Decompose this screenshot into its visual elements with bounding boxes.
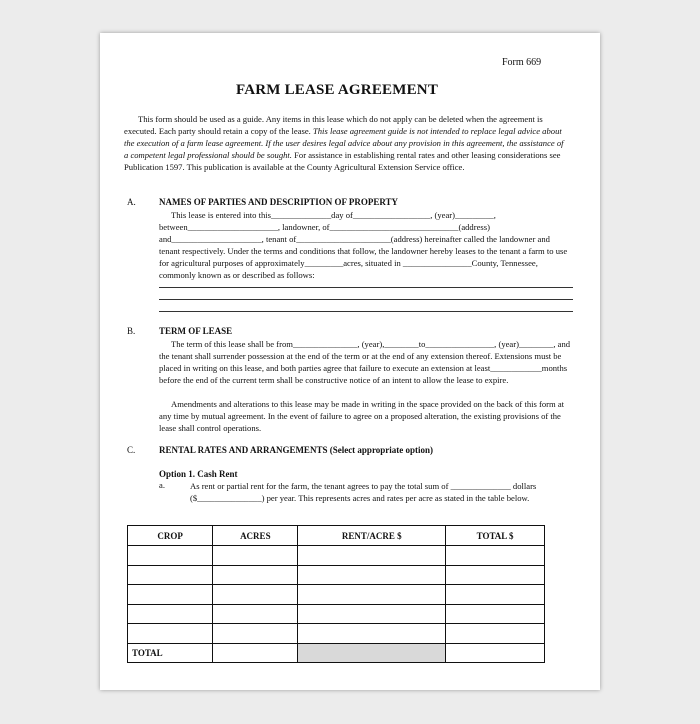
description-line-1[interactable]	[159, 287, 573, 288]
description-line-3[interactable]	[159, 311, 573, 312]
option-title: Option 1. Cash Rent	[159, 469, 238, 479]
section-b-body-1: The term of this lease shall be from_______________, (year),________to________________, (year)________, and the tenant shall surrender possession at the end of the term or at the end of any extension thereof. Extensions must be placed in writing on this lease, and both parties agree that failure to execute an extension at least____________months before the end of the current term shall be constructive notice of an intent to allow the lease to expire.	[159, 339, 571, 385]
intro-paragraph	[124, 113, 564, 173]
section-a-letter: A.	[127, 197, 136, 207]
intro-italic: This lease agreement guide is not intended to replace legal advice about the execution of a farm lease agreement. If the user desires legal advice about any provision in this agreement, the assistance of a competent legal professional should be sought.	[124, 126, 564, 160]
item-letter: a.	[159, 480, 165, 490]
section-b-letter: B.	[127, 326, 136, 336]
item-text: As rent or partial rent for the farm, the tenant agrees to pay the total sum of ______________ dollars ($_______________) per year. This represents acres and rates per acre as stated in the table below.	[190, 481, 537, 503]
page-title: FARM LEASE AGREEMENT	[235, 82, 439, 98]
header-acres: ACRES	[213, 526, 298, 546]
intro-text-1: This form should be used as a guide. Any items in this lease which do not apply can be deleted when the agreement is executed. Each party should retain a copy of the lease.	[124, 114, 543, 136]
header-total: TOTAL $	[446, 526, 545, 546]
table-header-row	[128, 526, 545, 546]
section-c-letter: C.	[127, 445, 136, 455]
form-number: Form 669	[502, 57, 542, 68]
section-b-heading: TERM OF LEASE	[159, 326, 233, 336]
section-c-heading: RENTAL RATES AND ARRANGEMENTS (Select appropriate option)	[159, 445, 434, 455]
table-row	[128, 565, 545, 584]
description-line-2[interactable]	[159, 299, 573, 300]
table-row	[128, 604, 545, 623]
table-row	[128, 585, 545, 604]
header-rent-acre: RENT/ACRE $	[298, 526, 446, 546]
section-b-body-2: Amendments and alterations to this lease may be made in writing in the space provided on the back of this form at any time by mutual agreement. In the event of failure to agree on a proposed alteration, the existing provisions of the lease shall control operations.	[159, 399, 565, 433]
intro-text-2: For assistance in establishing rental rates and other leasing considerations see Publication 1597. This publication is available at the County Agricultural Extension Service office.	[124, 150, 561, 172]
rent-table	[127, 525, 545, 663]
document-page	[100, 33, 600, 690]
table-row	[128, 546, 545, 565]
total-label: TOTAL	[128, 643, 213, 662]
table-row	[128, 624, 545, 643]
shaded-cell	[298, 643, 446, 662]
section-a-heading: NAMES OF PARTIES AND DESCRIPTION OF PROPERTY	[159, 197, 399, 207]
header-crop: CROP	[128, 526, 213, 546]
section-a-body: This lease is entered into this______________day of__________________, (year)_________, between_____________________, landowner, of______________________________(address) and_____________________, tenant of______________________(address) hereinafter called the landowner and tenant respectively. Under the terms and conditions that follow, the landowner hereby leases to the tenant a farm to use for agricultural purposes of approximately_________acres, situated in ________________County, Tennessee, commonly known as or described as follows:	[159, 210, 568, 280]
table-total-row	[128, 643, 545, 662]
